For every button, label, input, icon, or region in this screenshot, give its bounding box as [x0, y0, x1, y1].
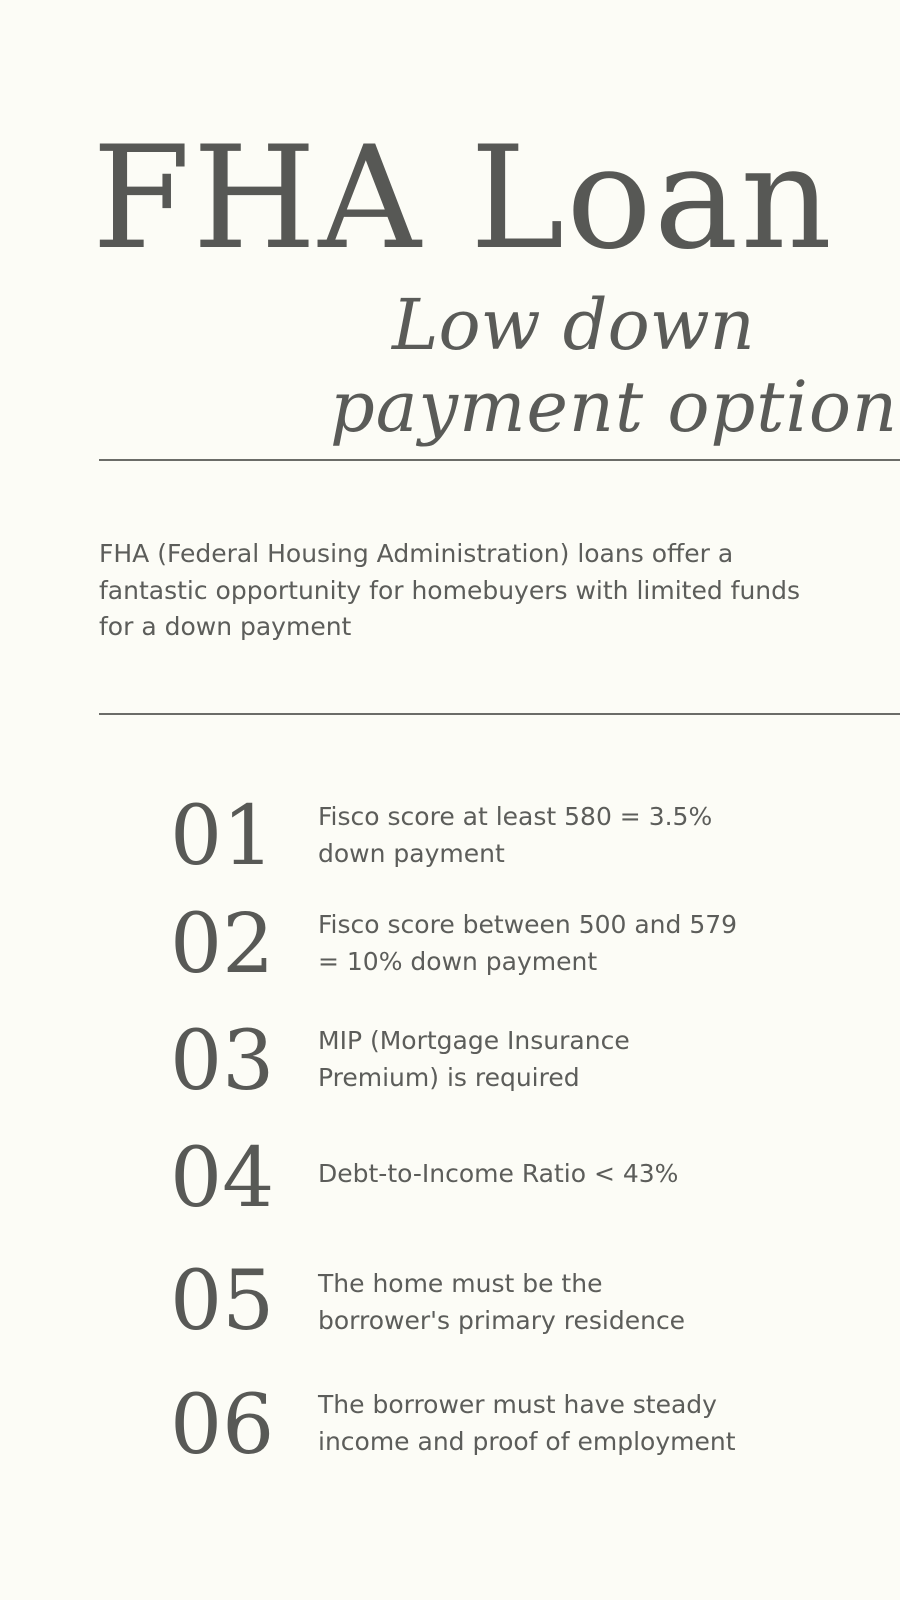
requirement-text: MIP (Mortgage Insurance Premium) is required: [318, 1026, 630, 1092]
intro-paragraph: FHA (Federal Housing Administration) loans offer a fantastic opportunity for homebuyers with limited funds for a down payment: [99, 539, 801, 641]
requirement-number: 06: [170, 1378, 275, 1473]
requirement-text: Fisco score between 500 and 579 = 10% down payment: [318, 910, 738, 976]
requirement-number: 04: [170, 1131, 275, 1226]
subtitle-line-2: payment option: [330, 366, 899, 448]
subtitle-line-1: Low down: [392, 284, 755, 366]
requirement-text: Debt-to-Income Ratio < 43%: [318, 1159, 679, 1188]
requirement-number: 05: [170, 1254, 275, 1349]
requirement-item-06: [170, 1378, 870, 1485]
requirement-item-03: [170, 1014, 870, 1121]
requirement-text: The borrower must have steady income and proof of employment: [318, 1390, 736, 1456]
requirement-number: 01: [170, 789, 275, 884]
requirement-item-01: [170, 789, 870, 896]
requirement-number: 03: [170, 1014, 275, 1109]
requirement-number: 02: [170, 897, 275, 992]
divider-top: [99, 459, 900, 461]
requirement-text: Fisco score at least 580 = 3.5% down payment: [318, 802, 713, 868]
requirement-item-05: [170, 1254, 870, 1361]
divider-middle: [99, 713, 900, 715]
requirement-item-02: [170, 897, 870, 1004]
page-title: FHA Loan: [92, 116, 834, 281]
requirement-text: The home must be the borrower's primary residence: [318, 1269, 686, 1335]
requirement-item-04: [170, 1131, 870, 1238]
